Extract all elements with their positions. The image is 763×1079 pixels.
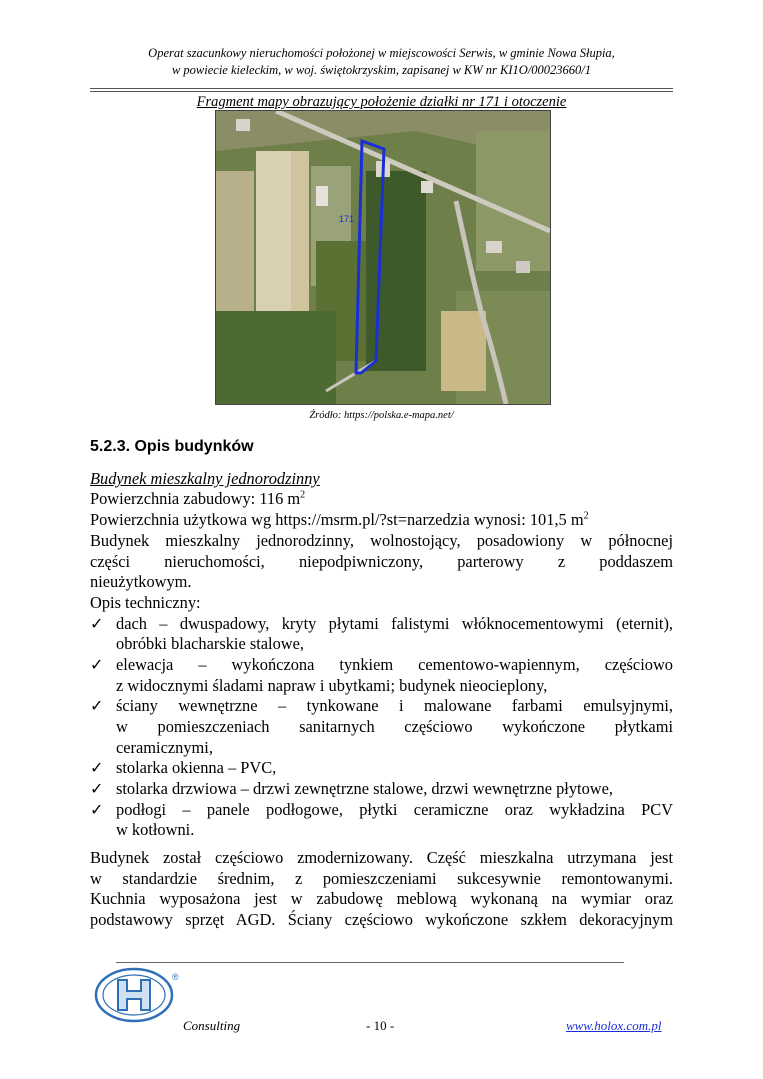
holox-logo: [94, 966, 184, 1026]
building-title: Budynek mieszkalny jednorodzinny: [90, 469, 320, 488]
built-area-text: Powierzchnia zabudowy: 116 m: [90, 489, 301, 508]
check-icon: ✓: [90, 781, 104, 798]
item-3-line-2: w pomieszczeniach sanitarnych częściowo wykończone płytkami: [116, 717, 673, 736]
page-number: - 10 -: [366, 1018, 395, 1033]
item-1-line-2: obróbki blacharskie stalowe,: [116, 634, 304, 653]
check-icon: ✓: [90, 657, 104, 674]
desc-line-1: Budynek mieszkalny jednorodzinny, wolnostojący, posadowiony w północnej: [90, 531, 673, 550]
header-divider: [90, 88, 673, 89]
header-line-1: Operat szacunkowy nieruchomości położonej w miejscowości Serwis, w gminie Nowa Słupia,: [148, 46, 615, 60]
aerial-map-image: [215, 110, 551, 405]
parcel-label: 171: [339, 214, 355, 224]
sup-2: 2: [300, 489, 306, 501]
tech-label: Opis techniczny:: [90, 593, 201, 612]
footer-url-link[interactable]: www.holox.com.pl: [566, 1018, 662, 1033]
sup-2: 2: [583, 510, 589, 522]
item-3-line-1: ściany wewnętrzne – tynkowane i malowane farbami emulsyjnymi,: [116, 696, 673, 715]
item-5-line-1: stolarka drzwiowa – drzwi zewnętrzne stalowe, drzwi wewnętrzne płytowe,: [116, 779, 613, 798]
section-title: 5.2.3. Opis budynków: [90, 438, 254, 455]
check-icon: ✓: [90, 616, 104, 633]
check-icon: ✓: [90, 802, 104, 819]
para-line-3: Kuchnia wyposażona jest w zabudowę meblową wykonaną na wymiar oraz: [90, 889, 673, 908]
desc-line-3: nieużytkowym.: [90, 572, 192, 591]
map-caption: Fragment mapy obrazujący położenie działki nr 171 i otoczenie: [196, 94, 567, 110]
check-icon: ✓: [90, 698, 104, 715]
desc-line-2: części nieruchomości, niepodpiwniczony, parterowy z poddaszem: [90, 552, 673, 571]
item-1-line-1: dach – dwuspadowy, kryty płytami falistymi włóknocementowymi (eternit),: [116, 614, 673, 633]
para-line-4: podstawowy sprzęt AGD. Ściany częściowo wykończone szkłem dekoracyjnym: [90, 910, 673, 929]
item-4-line-1: stolarka okienna – PVC,: [116, 758, 277, 777]
item-6-line-1: podłogi – panele podłogowe, płytki ceramiczne oraz wykładzina PCV: [116, 800, 673, 819]
check-icon: ✓: [90, 760, 104, 777]
registered-mark: ®: [172, 972, 179, 982]
footer-divider: [116, 962, 624, 963]
header-divider-2: [90, 91, 673, 92]
para-line-2: w standardzie średnim, z pomieszczeniami sukcesywnie remontowanymi.: [90, 869, 673, 888]
header-line-2: w powiecie kieleckim, w woj. świętokrzyskim, zapisanej w KW nr KI1O/00023660/1: [171, 63, 592, 77]
item-2-line-1: elewacja – wykończona tynkiem cementowo-wapiennym, częściowo: [116, 655, 673, 674]
built-area: [90, 489, 673, 510]
usable-area-text: Powierzchnia użytkowa wg https://msrm.pl/?st=narzedzia wynosi: 101,5 m: [90, 510, 584, 529]
usable-area: [90, 510, 673, 531]
map-source: Źródło: https://polska.e-mapa.net/: [309, 410, 454, 421]
para-line-1: Budynek został częściowo zmodernizowany. Część mieszkalna utrzymana jest: [90, 848, 673, 867]
item-6-line-2: w kotłowni.: [116, 820, 195, 839]
logo-icon: [94, 966, 184, 1026]
footer-left: Consulting: [183, 1018, 241, 1033]
aerial-map-svg: [216, 111, 550, 404]
item-2-line-2: z widocznymi śladami napraw i ubytkami; budynek nieocieplony,: [116, 676, 548, 695]
item-3-line-3: ceramicznymi,: [116, 738, 213, 757]
